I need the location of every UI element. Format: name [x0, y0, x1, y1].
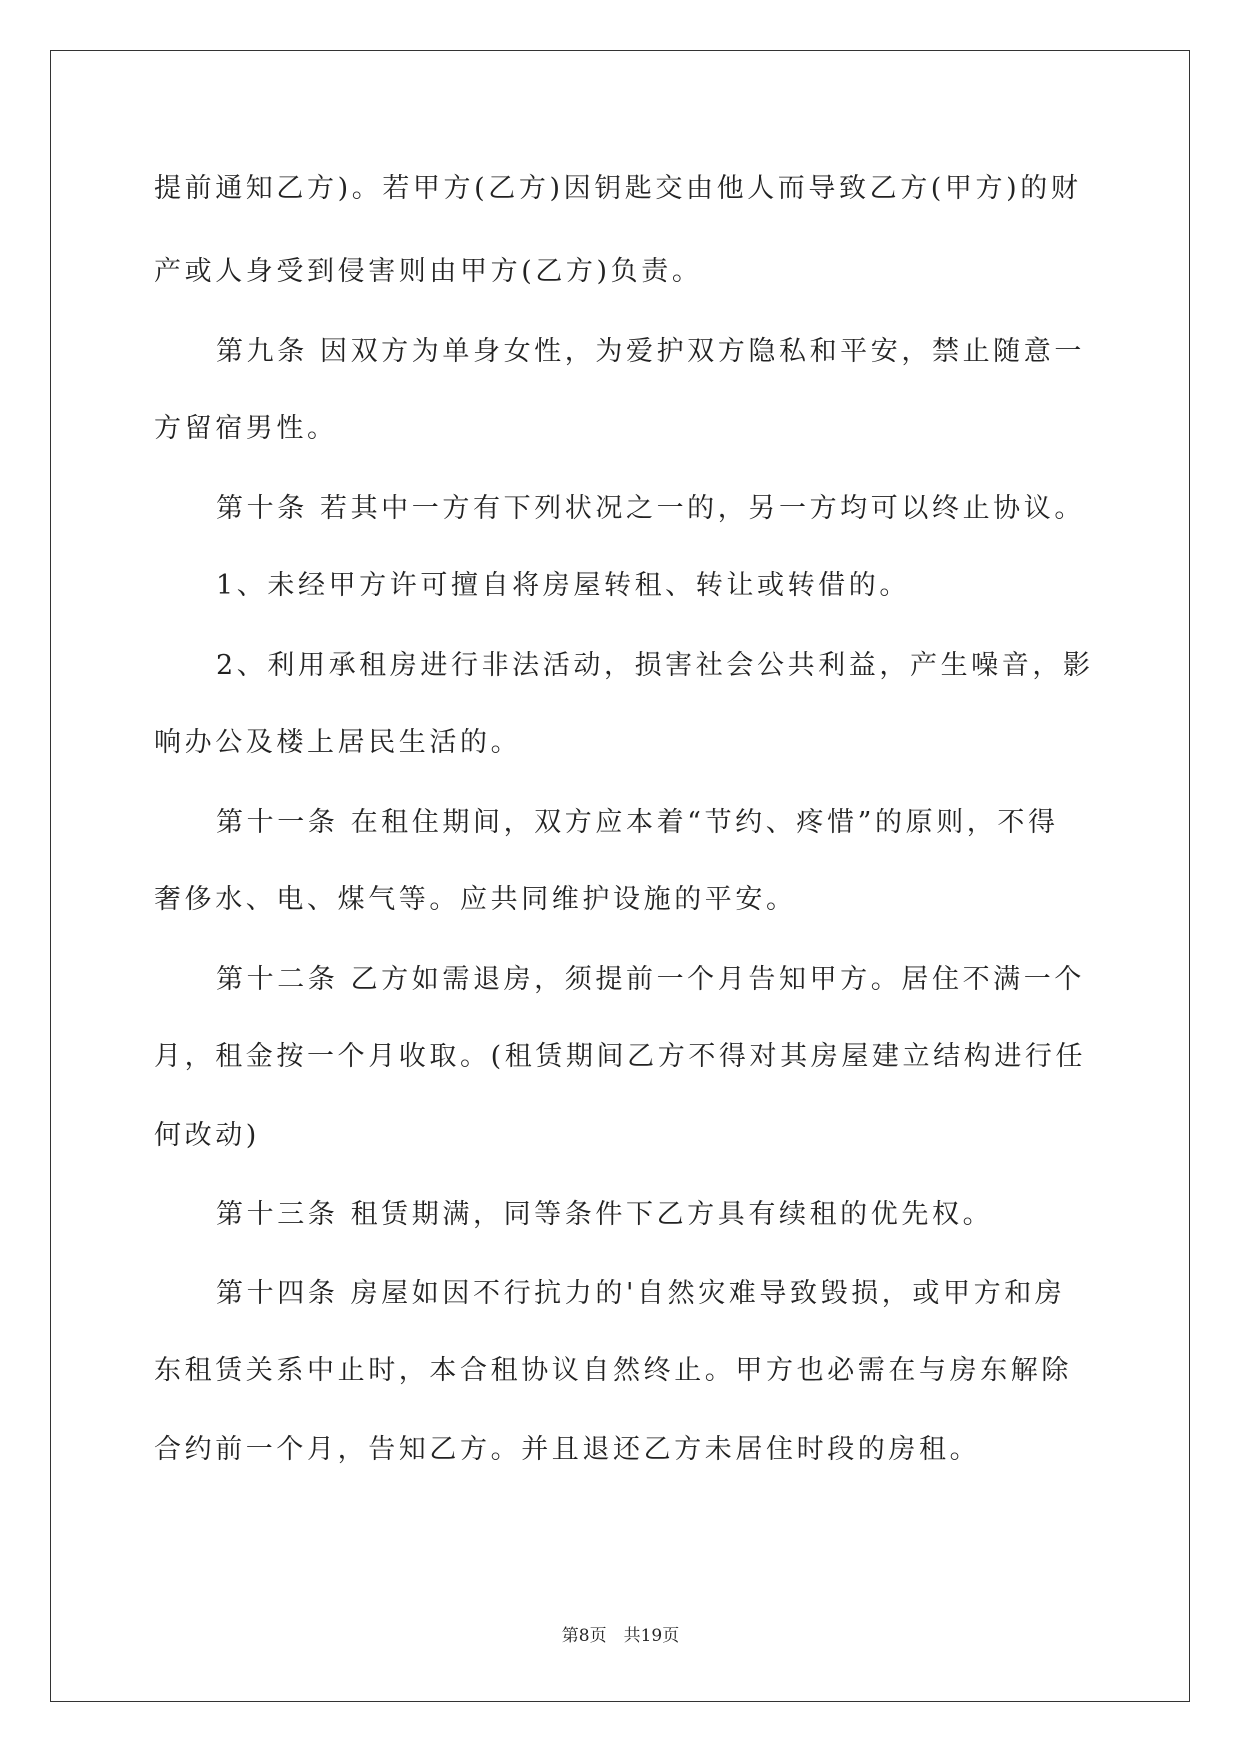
body-line: 奢侈水、电、煤气等。应共同维护设施的平安。	[154, 884, 797, 915]
body-line: 东租赁关系中止时，本合租协议自然终止。甲方也必需在与房东解除	[154, 1355, 1072, 1386]
body-line: 提前通知乙方)。若甲方(乙方)因钥匙交由他人而导致乙方(甲方)的财	[154, 173, 1082, 204]
list-item-2: 2、利用承租房进行非法活动，损害社会公共利益，产生噪音，影	[216, 650, 1094, 681]
clause-11-line: 第十一条 在租住期间，双方应本着“节约、疼惜”的原则，不得	[216, 807, 1059, 838]
clause-10-line: 第十条 若其中一方有下列状况之一的，另一方均可以终止协议。	[216, 493, 1085, 524]
clause-12-line: 第十二条 乙方如需退房，须提前一个月告知甲方。居住不满一个	[216, 964, 1085, 995]
clause-9-line: 第九条 因双方为单身女性，为爱护双方隐私和平安，禁止随意一	[216, 336, 1085, 367]
list-item-1: 1、未经甲方许可擅自将房屋转租、转让或转借的。	[216, 570, 910, 601]
body-line: 何改动)	[154, 1120, 260, 1151]
clause-13-line: 第十三条 租赁期满，同等条件下乙方具有续租的优先权。	[216, 1199, 994, 1230]
body-line: 方留宿男性。	[154, 413, 338, 444]
page-number: 第8页 共19页	[561, 1626, 680, 1646]
body-line: 月，租金按一个月收取。(租赁期间乙方不得对其房屋建立结构进行任	[154, 1041, 1087, 1072]
body-line: 响办公及楼上居民生活的。	[154, 727, 522, 758]
body-line: 产或人身受到侵害则由甲方(乙方)负责。	[154, 256, 703, 287]
body-line: 合约前一个月，告知乙方。并且退还乙方未居住时段的房租。	[154, 1434, 981, 1465]
clause-14-line: 第十四条 房屋如因不行抗力的'自然灾难导致毁损，或甲方和房	[216, 1278, 1066, 1309]
